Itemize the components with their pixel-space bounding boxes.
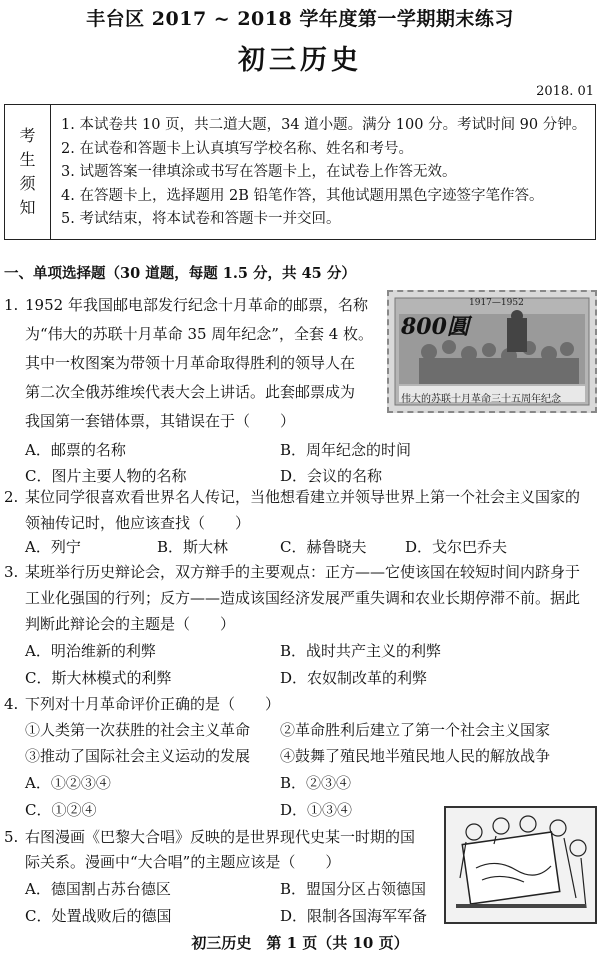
notice-label-char: 须 <box>19 174 36 193</box>
stamp-value: 800圓 <box>401 314 469 340</box>
question-2-line: 某位同学很喜欢看世界名人传记，当他想看建立并领导世界上第一个社会主义国家的 <box>25 488 581 506</box>
question-4-statement: ②革命胜利后建立了第一个社会主义国家 <box>280 721 551 739</box>
question-4-statement: ①人类第一次获胜的社会主义革命 <box>25 721 251 739</box>
question-3-line: 工业化强国的行列；反方——造成该国经济发展严重失调和农业长期停滞不前。据此 <box>25 589 581 607</box>
question-3-option-d[interactable]: D．农奴制改革的利弊 <box>280 669 428 687</box>
question-5-option-d[interactable]: D．限制各国海军军备 <box>280 907 428 925</box>
question-2-option-b[interactable]: B．斯大林 <box>157 538 229 556</box>
notice-item: 4. 在答题卡上，选择题用 2B 铅笔作答，其他试题用黑色字迹签字笔作答。 <box>61 187 544 204</box>
question-2-line: 领袖传记时，他应该查找（ ） <box>25 514 251 532</box>
question-5-line: 际关系。漫画中“大合唱”的主题应该是（ ） <box>25 853 341 871</box>
question-4-option-c[interactable]: C．①②④ <box>25 801 97 819</box>
notice-item: 3. 试题答案一律填涂或书写在答题卡上，在试卷上作答无效。 <box>61 164 457 180</box>
question-4-option-b[interactable]: B．②③④ <box>280 774 352 792</box>
question-4-option-d[interactable]: D．①③④ <box>280 801 353 819</box>
cartoon-image <box>444 806 597 924</box>
question-2-option-d[interactable]: D．戈尔巴乔夫 <box>405 538 508 556</box>
question-2-option-c[interactable]: C．赫鲁晓夫 <box>280 538 367 556</box>
notice-list <box>61 114 591 232</box>
question-3-option-a[interactable]: A．明治维新的利弊 <box>25 642 156 660</box>
question-5-number: 5. <box>4 828 19 846</box>
notice-item: 2. 在试卷和答题卡上认真填写学校名称、姓名和考号。 <box>61 140 413 157</box>
question-3-option-b[interactable]: B．战时共产主义的利弊 <box>280 642 442 660</box>
question-2-number: 2. <box>4 488 19 506</box>
question-1-option-b[interactable]: B．周年纪念的时间 <box>280 441 412 459</box>
question-5-option-c[interactable]: C．处置战败后的德国 <box>25 907 172 925</box>
question-4-statement: ③推动了国际社会主义运动的发展 <box>25 747 251 765</box>
question-1-option-c[interactable]: C．图片主要人物的名称 <box>25 467 187 485</box>
question-1-line: 1952 年我国邮电部发行纪念十月革命的邮票，名称 <box>25 296 368 314</box>
stamp-years: 1917—1952 <box>469 298 524 308</box>
stamp-image <box>387 290 597 413</box>
question-1-line: 我国第一套错体票，其错误在于（ ） <box>25 412 296 430</box>
question-5-option-a[interactable]: A．德国割占苏台德区 <box>25 880 171 898</box>
question-4-number: 4. <box>4 695 19 713</box>
question-3-option-c[interactable]: C．斯大林模式的利弊 <box>25 669 172 687</box>
stamp-caption: 伟大的苏联十月革命三十五周年纪念 <box>401 394 561 405</box>
question-1-line: 第二次全俄苏维埃代表大会上讲话。此套邮票成为 <box>25 383 356 401</box>
cartoon-illustration <box>446 808 595 922</box>
question-3-number: 3. <box>4 563 19 581</box>
notice-item: 1. 本试卷共 10 页，共二道大题，34 道小题。满分 100 分。考试时间 90 分钟。 <box>61 117 587 133</box>
question-1-option-a[interactable]: A．邮票的名称 <box>25 441 126 459</box>
question-5-option-b[interactable]: B．盟国分区占领德国 <box>280 880 427 898</box>
question-1-number: 1. <box>4 296 19 314</box>
question-1-option-d[interactable]: D．会议的名称 <box>280 467 383 485</box>
question-3-line: 某班举行历史辩论会，双方辩手的主要观点：正方——它使该国在较短时间内跻身于 <box>25 563 581 581</box>
notice-label-char: 考 <box>19 126 36 145</box>
question-1-line: 其中一枚图案为带领十月革命取得胜利的领导人在 <box>25 354 356 372</box>
exam-date: 2018. 01 <box>536 84 594 99</box>
section-title: 一、单项选择题（30 道题，每题 1.5 分，共 45 分） <box>4 265 356 282</box>
question-3-line: 判断此辩论会的主题是（ ） <box>25 615 236 633</box>
notice-item: 5. 考试结束，将本试卷和答题卡一并交回。 <box>61 211 341 227</box>
question-5-line: 右图漫画《巴黎大合唱》反映的是世界现代史某一时期的国 <box>25 828 416 846</box>
question-4-statement: ④鼓舞了殖民地半殖民地人民的解放战争 <box>280 747 551 765</box>
exam-notice-box <box>4 104 596 240</box>
subject-title: 初三历史 <box>238 45 362 76</box>
question-1-line: 为“伟大的苏联十月革命 35 周年纪念”，全套 4 枚。 <box>25 325 374 343</box>
page-footer: 初三历史 第 1 页（共 10 页） <box>191 934 409 952</box>
notice-label <box>5 105 51 239</box>
question-4-option-a[interactable]: A．①②③④ <box>25 774 111 792</box>
exam-title: 丰台区 2017 ~ 2018 学年度第一学期期末练习 <box>86 8 514 30</box>
notice-label-char: 知 <box>19 198 36 217</box>
question-2-option-a[interactable]: A．列宁 <box>25 538 81 556</box>
question-4-line: 下列对十月革命评价正确的是（ ） <box>25 695 281 713</box>
notice-label-char: 生 <box>19 150 36 169</box>
